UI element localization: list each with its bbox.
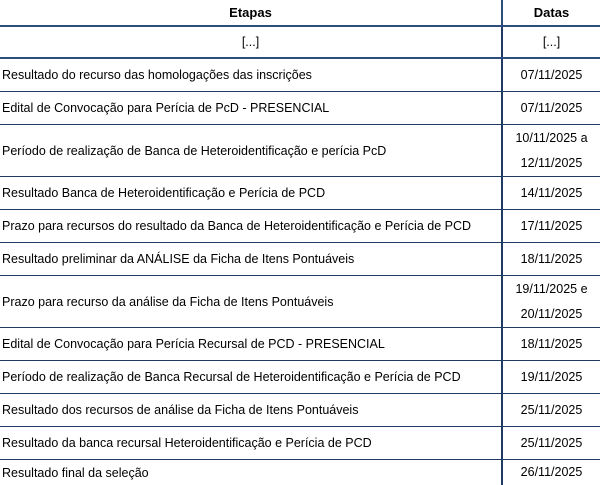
header-dates: Datas [502, 0, 600, 26]
date-cell [502, 92, 600, 125]
ellipsis-date: [...] [502, 26, 600, 58]
step-cell: Período de realização de Banca de Heteroidentificação e perícia PcD [0, 125, 502, 177]
date-cell [502, 210, 600, 243]
step-cell: Período de realização de Banca Recursal de Heteroidentificação e Perícia de PCD [0, 361, 502, 394]
date-line: 07/11/2025 [503, 63, 600, 88]
step-cell: Resultado final da seleção [0, 460, 502, 485]
step-cell: Edital de Convocação para Perícia Recursal de PCD - PRESENCIAL [0, 328, 502, 361]
date-line: 17/11/2025 [503, 214, 600, 239]
step-cell: Resultado Banca de Heteroidentificação e Perícia de PCD [0, 177, 502, 210]
date-cell [502, 177, 600, 210]
step-cell: Prazo para recursos do resultado da Banca de Heteroidentificação e Perícia de PCD [0, 210, 502, 243]
date-line: 14/11/2025 [503, 181, 600, 206]
ellipsis-step: [...] [0, 26, 502, 58]
date-line: 20/11/2025 [503, 302, 600, 327]
table-row [0, 177, 600, 210]
date-line: 19/11/2025 [503, 365, 600, 390]
table-row [0, 210, 600, 243]
table-row [0, 243, 600, 276]
step-cell: Resultado dos recursos de análise da Ficha de Itens Pontuáveis [0, 394, 502, 427]
table-header-row [0, 0, 600, 26]
date-cell [502, 427, 600, 460]
step-cell: Prazo para recurso da análise da Ficha de Itens Pontuáveis [0, 276, 502, 328]
step-cell: Resultado preliminar da ANÁLISE da Ficha de Itens Pontuáveis [0, 243, 502, 276]
date-line: 25/11/2025 [503, 431, 600, 456]
date-line: 25/11/2025 [503, 398, 600, 423]
table-row [0, 328, 600, 361]
date-line: 07/11/2025 [503, 96, 600, 121]
table-row [0, 394, 600, 427]
table-row [0, 427, 600, 460]
date-line: 10/11/2025 a [503, 126, 600, 151]
step-cell: Resultado do recurso das homologações das inscrições [0, 58, 502, 92]
date-cell [502, 58, 600, 92]
date-line: 18/11/2025 [503, 247, 600, 272]
date-cell [502, 243, 600, 276]
date-cell [502, 276, 600, 328]
header-steps: Etapas [0, 0, 502, 26]
table-row [0, 460, 600, 485]
table-row [0, 361, 600, 394]
date-line: 26/11/2025 [503, 460, 600, 485]
date-cell [502, 460, 600, 485]
date-line: 19/11/2025 e [503, 277, 600, 302]
table-row [0, 125, 600, 177]
date-cell [502, 328, 600, 361]
date-cell [502, 125, 600, 177]
table-row [0, 276, 600, 328]
date-cell [502, 361, 600, 394]
table-row [0, 92, 600, 125]
table-row [0, 58, 600, 92]
date-cell [502, 394, 600, 427]
step-cell: Resultado da banca recursal Heteroidentificação e Perícia de PCD [0, 427, 502, 460]
date-line: 12/11/2025 [503, 151, 600, 176]
step-cell: Edital de Convocação para Perícia de PcD - PRESENCIAL [0, 92, 502, 125]
ellipsis-row [0, 26, 600, 58]
date-line: 18/11/2025 [503, 332, 600, 357]
